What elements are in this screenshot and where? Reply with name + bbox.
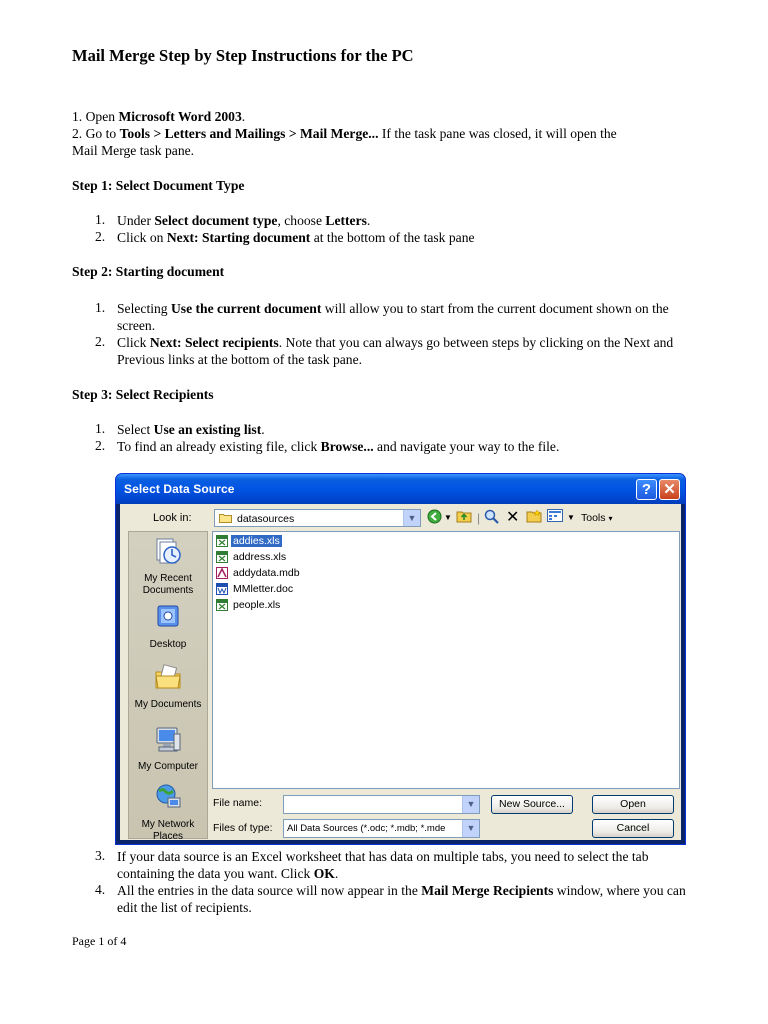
item-text: Under [117,213,155,228]
file-item[interactable] [216,534,282,549]
item-text: . [334,866,339,881]
item-bold: Letters [325,213,367,228]
place-label: My Network Places [141,819,195,842]
page-footer: Page 1 of 4 [72,934,127,948]
chevron-down-icon: ▼ [462,820,479,837]
item-text: Click on [117,230,167,245]
tools-menu[interactable] [581,509,612,527]
back-dropdown-icon[interactable]: ▼ [444,513,452,522]
list-number: 3. [95,848,106,863]
intro-bold: Microsoft Word 2003 [118,109,242,124]
item-text: . [261,422,265,437]
intro-line-1 [72,108,702,125]
intro-text: 1. Open [72,109,119,124]
item-text: and navigate your way to the file. [373,439,560,454]
file-item[interactable] [216,582,295,597]
dialog-titlebar [116,474,685,504]
new-folder-icon[interactable] [526,509,542,527]
item-text: Click [117,335,150,350]
up-folder-icon[interactable] [456,509,472,527]
item-text: If your data source is an Excel worksheet that has data on multiple tabs, you need to select the tab containing the data you want. Click [117,849,649,881]
place-desktop[interactable] [129,602,207,651]
file-name: addydata.mdb [233,567,300,579]
item-text: All the entries in the data source will now appear in the [117,883,422,898]
intro-text: 2. Go to [72,126,120,141]
excel-file-icon [216,551,228,563]
place-label: Desktop [149,639,187,650]
file-item[interactable] [216,566,302,581]
item-text: , choose [277,213,326,228]
look-in-label: Look in: [153,512,192,524]
my-computer-icon [153,724,183,754]
step2-heading: Step 2: Starting document [72,264,225,279]
file-name: addies.xls [233,535,280,547]
views-dropdown-icon[interactable]: ▼ [567,513,575,522]
desktop-icon [153,602,183,632]
intro-line-2 [72,125,712,142]
item-text: Select [117,422,154,437]
item-text: . [366,213,371,228]
item-text: will allow you to start from the current document shown on the screen. [117,301,669,333]
list-number: 2. [95,229,106,244]
intro-line-3: Mail Merge task pane. [72,143,195,158]
item-bold: Select document type [154,213,278,228]
item-text: To find an already existing file, click [117,439,321,454]
item-text: . Note that you can always go between steps by clicking on the Next and Previous links at the bottom of the task pane. [117,335,674,367]
list-number: 1. [95,300,106,315]
item-bold: Next: Starting document [166,230,311,245]
back-icon[interactable] [427,509,442,527]
places-bar [128,531,208,842]
file-name: people.xls [233,599,281,611]
step3-item-3 [117,848,697,882]
list-number: 2. [95,334,106,349]
chevron-down-icon: ▾ [608,514,613,523]
item-bold: Use the current document [170,301,322,316]
item-text: at the bottom of the task pane [310,230,475,245]
item-bold: Use an existing list [153,422,262,437]
step1-item-2 [117,229,697,246]
cancel-button[interactable]: Cancel [592,819,674,838]
item-bold: OK [313,866,335,881]
tools-label: Tools [581,512,606,524]
excel-file-icon [216,599,228,611]
folder-icon [219,513,232,523]
look-in-value: datasources [237,513,295,525]
recent-documents-icon [153,536,183,566]
list-number: 1. [95,421,106,436]
select-data-source-dialog [115,473,686,845]
item-text: Selecting [117,301,171,316]
files-of-type-dropdown[interactable] [283,819,480,838]
step3-heading: Step 3: Select Recipients [72,387,214,402]
place-my-documents[interactable] [129,662,207,711]
item-bold: Browse... [320,439,374,454]
word-file-icon [216,583,228,595]
file-name-input[interactable] [283,795,480,814]
list-number: 1. [95,212,106,227]
step3-item-2 [117,438,697,455]
search-web-icon[interactable] [484,509,500,527]
step2-item-1 [117,300,697,334]
access-file-icon [216,567,228,579]
network-places-icon [153,782,183,812]
place-label: My Documents [134,699,202,710]
place-label: My Computer [137,761,198,772]
dialog-body [120,504,681,840]
help-button[interactable]: ? [636,479,657,500]
step1-heading: Step 1: Select Document Type [72,178,245,193]
intro-text: . [241,109,246,124]
file-name: MMletter.doc [233,583,294,595]
my-documents-icon [153,662,183,692]
file-name: address.xls [233,551,287,563]
step3-item-1 [117,421,697,438]
dialog-title: Select Data Source [124,482,235,496]
file-item[interactable] [216,550,288,565]
file-item[interactable] [216,598,282,613]
chevron-down-icon: ▼ [462,796,479,813]
excel-file-icon [216,535,228,547]
chevron-down-icon: ▼ [403,510,420,526]
item-text: window, where you can edit the list of recipients. [117,883,686,915]
files-of-type-label: Files of type: [213,822,273,834]
page-title: Mail Merge Step by Step Instructions for the PC [72,46,414,65]
files-of-type-value: All Data Sources (*.odc; *.mdb; *.mde [287,823,446,834]
file-list[interactable] [212,531,680,789]
views-icon[interactable] [547,509,563,527]
place-label: My Recent Documents [142,573,194,596]
step3-item-4 [117,882,697,916]
place-my-network-places[interactable] [129,782,207,843]
item-bold: Next: Select recipients [149,335,279,350]
file-name-label: File name: [213,797,263,809]
open-button[interactable]: Open [592,795,674,814]
list-number: 2. [95,438,106,453]
new-source-button[interactable]: New Source... [491,795,573,814]
step1-item-1 [117,212,697,229]
intro-bold: Tools > Letters and Mailings > Mail Merge... [119,126,379,141]
list-number: 4. [95,882,106,897]
item-bold: Mail Merge Recipients [421,883,554,898]
look-in-dropdown[interactable] [214,509,421,527]
delete-icon[interactable]: ✕ [506,509,520,526]
place-my-recent-documents[interactable] [129,536,207,597]
separator: | [477,511,481,525]
close-button[interactable]: ✕ [659,479,680,500]
place-my-computer[interactable] [129,724,207,773]
intro-text: If the task pane was closed, it will open the [378,126,617,141]
step2-item-2 [117,334,697,368]
